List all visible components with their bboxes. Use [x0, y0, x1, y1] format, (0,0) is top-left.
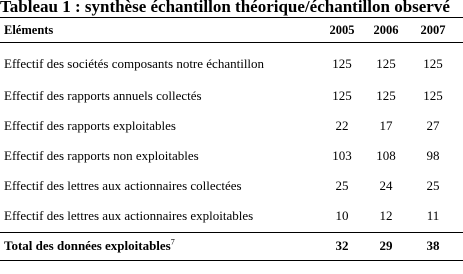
cell-2005: 22: [335, 118, 349, 133]
cell-2005: 10: [335, 208, 349, 223]
cell-2006: 125: [376, 56, 396, 71]
cell-2006: 17: [379, 118, 393, 133]
row-label: Effectif des rapports non exploitables: [4, 148, 199, 163]
cell-2005: 125: [332, 56, 352, 71]
row-label: Effectif des lettres aux actionnaires exploitables: [4, 208, 254, 223]
cell-2006: 125: [376, 88, 396, 103]
table-row: [0, 54, 463, 74]
total-2005: 32: [335, 238, 349, 253]
cell-2007: 98: [426, 148, 440, 163]
total-2007: 38: [426, 238, 440, 253]
footnote-marker: 7: [170, 237, 175, 247]
row-label: Effectif des rapports exploitables: [4, 118, 176, 133]
bottom-rule: [0, 260, 463, 261]
table-row: [0, 116, 463, 136]
cell-2007: 125: [423, 56, 443, 71]
row-label: Effectif des lettres aux actionnaires collectées: [4, 178, 242, 193]
cell-2005: 25: [335, 178, 349, 193]
header-rule: [0, 42, 463, 43]
header-label: Eléments: [4, 23, 54, 37]
cell-2006: 24: [379, 178, 393, 193]
cell-2007: 125: [423, 88, 443, 103]
cell-2005: 125: [332, 88, 352, 103]
cell-2006: 108: [376, 148, 396, 163]
table-row: [0, 176, 463, 196]
total-label-text: Total des données exploitables: [4, 238, 171, 253]
table-row: [0, 146, 463, 166]
cell-2007: 25: [426, 178, 440, 193]
header-2006: 2006: [373, 23, 399, 37]
cell-2007: 11: [426, 208, 440, 223]
cell-2005: 103: [332, 148, 352, 163]
total-top-rule: [0, 232, 463, 233]
row-label: Effectif des rapports annuels collectés: [4, 88, 202, 103]
total-2006: 29: [379, 238, 393, 253]
cell-2006: 12: [379, 208, 393, 223]
header-2007: 2007: [420, 23, 446, 37]
header-row: [0, 20, 463, 40]
table-row: [0, 86, 463, 106]
total-label: [4, 236, 175, 256]
total-row: [0, 236, 463, 256]
header-2005: 2005: [329, 23, 355, 37]
cell-2007: 27: [426, 118, 440, 133]
table-row: [0, 206, 463, 226]
top-rule: [0, 17, 463, 18]
table-title: Tableau 1 : synthèse échantillon théorique/échantillon observé: [0, 0, 450, 16]
row-label: Effectif des sociétés composants notre échantillon: [4, 56, 265, 71]
